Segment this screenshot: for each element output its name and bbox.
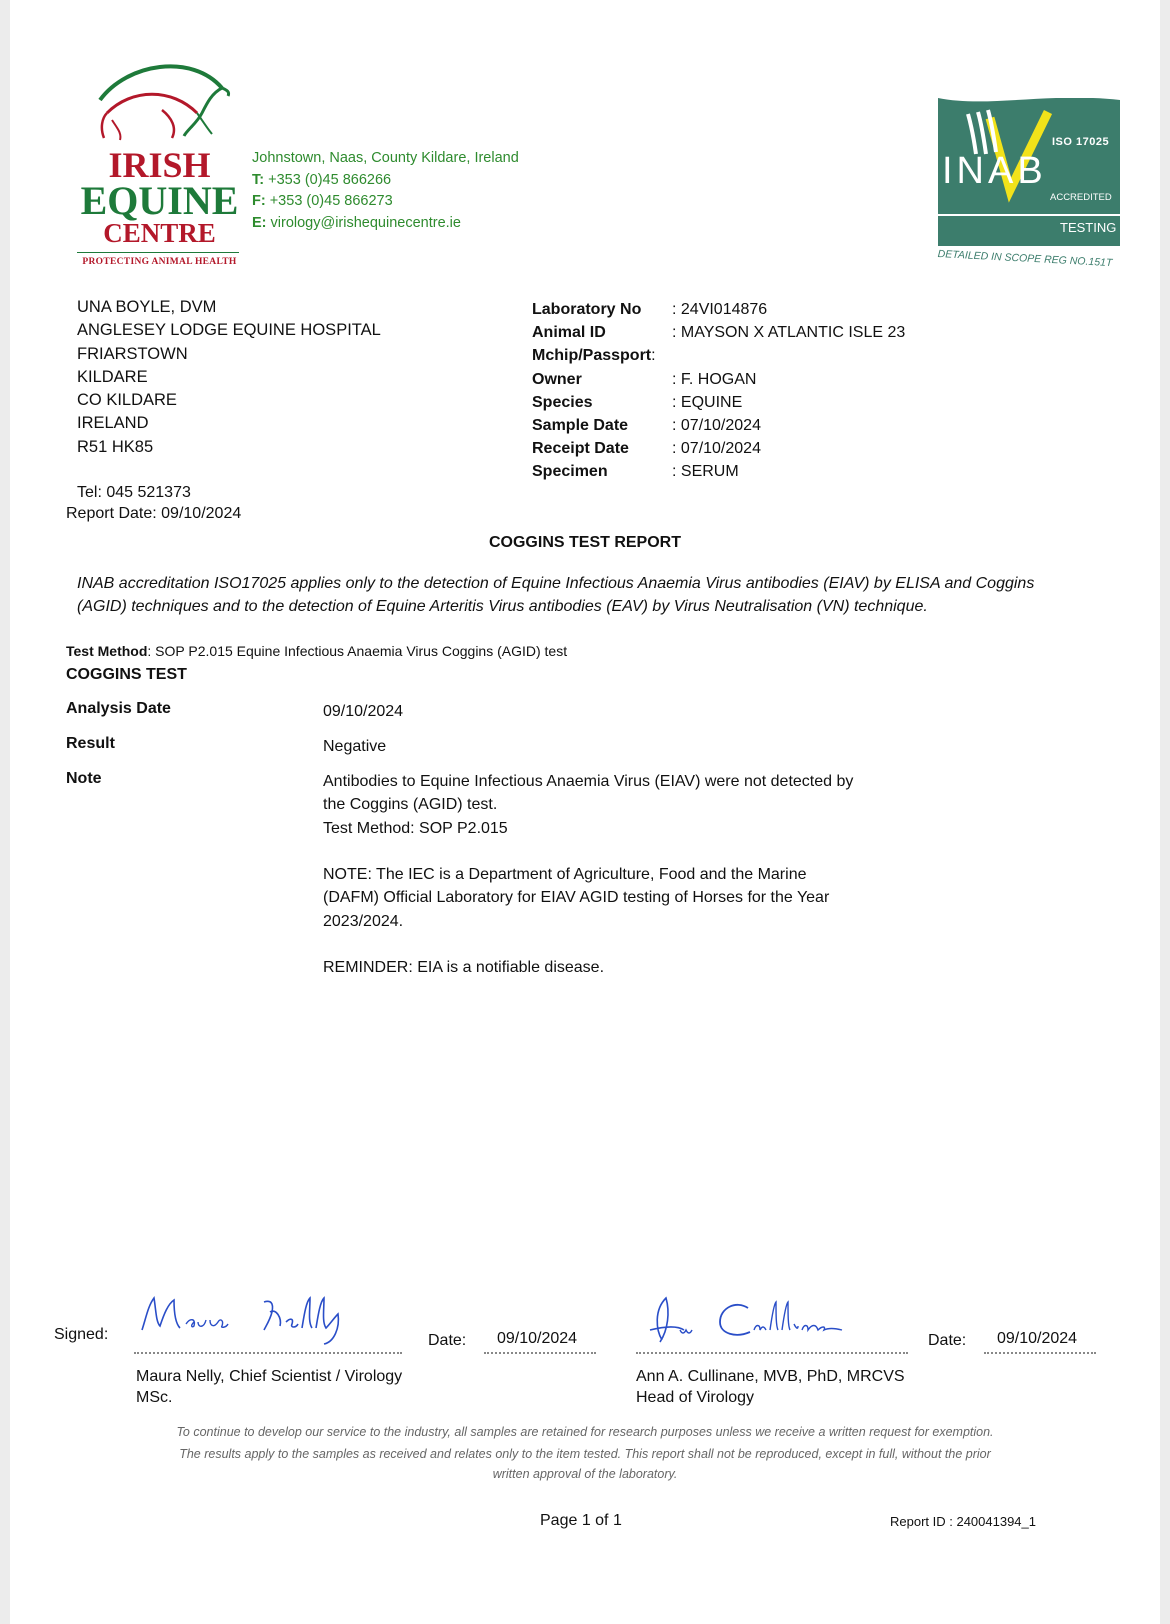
contact-email-row: [252, 213, 519, 235]
note-line: Test Method: SOP P2.015: [323, 819, 508, 837]
date-label-right: Date:: [928, 1332, 967, 1349]
report-id: Report ID : 240041394_1: [890, 1514, 1036, 1529]
note-text: [323, 770, 923, 980]
detail-label: Owner: [532, 370, 582, 388]
detail-row: [532, 368, 905, 391]
analysis-date-value: 09/10/2024: [323, 703, 404, 720]
logo-line-centre: CENTRE: [103, 218, 216, 248]
signatory-left: [136, 1366, 402, 1408]
detail-row: [532, 437, 905, 460]
inab-standard: ISO 17025: [1052, 136, 1110, 148]
signatory-right: [636, 1366, 905, 1408]
contact-phone-row: [252, 170, 519, 192]
logo-tagline: PROTECTING ANIMAL HEALTH: [82, 257, 237, 267]
detail-row: [532, 298, 905, 321]
report-title: COGGINS TEST REPORT: [488, 534, 681, 551]
signatory-left-qualification: MSc.: [136, 1389, 173, 1406]
note-line: Antibodies to Equine Infectious Anaemia Virus (EIAV) were not detected by: [323, 773, 854, 790]
date-label-left: Date:: [428, 1332, 467, 1349]
note-line: 2023/2024.: [323, 912, 404, 930]
detail-row: [532, 391, 905, 414]
recipient-address: [77, 296, 381, 459]
horse-logo-icon: [72, 58, 247, 148]
accreditation-disclaimer: INAB accreditation ISO17025 applies only to the detection of Equine Infectious Anaemia Virus antibodies (EIAV) by ELISA and Coggins (AGID) techniques and to the detection of Equine Arteritis Virus antibodies (EAV) by Virus Neutralisation (VN) technique.: [77, 575, 1035, 616]
address-line: ANGLESEY LODGE EQUINE HOSPITAL: [77, 321, 381, 340]
detail-label: Mchip/Passport: [532, 347, 652, 365]
detail-value: : 24VI014876: [672, 301, 768, 318]
detail-row: [532, 414, 905, 437]
recipient-tel: Tel: 045 521373: [77, 484, 191, 501]
signature-line-right: [636, 1352, 908, 1354]
note-line: NOTE: The IEC is a Department of Agriculture, Food and the Marine: [323, 866, 807, 884]
date-line-left: [484, 1352, 596, 1354]
note-label: Note: [66, 770, 102, 787]
note-line: REMINDER: EIA is a notifiable disease.: [323, 959, 605, 977]
footer-approval-notice: written approval of the laboratory.: [492, 1467, 678, 1481]
result-value: Negative: [323, 738, 387, 755]
contact-phone: +353 (0)45 866266: [268, 171, 392, 188]
contact-fax: +353 (0)45 866273: [269, 193, 393, 209]
report-page: [10, 0, 1160, 1624]
address-line: KILDARE: [77, 367, 148, 386]
contact-fax-row: [252, 191, 519, 213]
detail-label: Specimen: [532, 463, 608, 481]
detail-value: : EQUINE: [672, 393, 743, 411]
inab-scope: DETAILED IN SCOPE REG NO.151T: [937, 248, 1113, 270]
section-title: COGGINS TEST: [66, 666, 187, 683]
detail-value: : SERUM: [672, 463, 739, 481]
date-value-right: 09/10/2024: [997, 1330, 1078, 1347]
inab-accredited: ACCREDITED: [1050, 192, 1112, 203]
note-line: [323, 933, 923, 956]
analysis-date-label: Analysis Date: [66, 700, 171, 717]
signatory-right-name: Ann A. Cullinane, MVB, PhD, MRCVS: [636, 1368, 905, 1385]
detail-label: Sample Date: [532, 417, 629, 435]
phone-label: T:: [252, 171, 265, 188]
fax-label: F:: [252, 193, 266, 209]
detail-row: [532, 460, 905, 483]
inab-accreditation-badge: [928, 98, 1128, 270]
inab-brand: INAB: [942, 150, 1047, 192]
inab-testing: TESTING: [1060, 220, 1117, 235]
address-line: FRIARSTOWN: [77, 344, 188, 363]
detail-value: : 07/10/2024: [672, 440, 761, 458]
signature-ann-cullinane: [636, 1290, 866, 1360]
signature-maura-nelly: [134, 1288, 364, 1348]
signatory-right-title: Head of Virology: [636, 1389, 754, 1406]
contact-address: Johnstown, Naas, County Kildare, Ireland: [252, 150, 519, 166]
page-number: Page 1 of 1: [540, 1512, 622, 1529]
logo-line-irish: IRISH: [108, 145, 211, 185]
email-label: E:: [252, 214, 267, 231]
logo-line-equine: EQUINE: [80, 178, 239, 223]
detail-value: : 07/10/2024: [672, 417, 761, 435]
report-date: Report Date: 09/10/2024: [66, 505, 242, 522]
detail-value: :: [651, 347, 656, 365]
address-line: CO KILDARE: [77, 391, 177, 410]
detail-row: [532, 344, 905, 367]
signatory-left-name: Maura Nelly, Chief Scientist / Virology: [136, 1368, 403, 1385]
date-value-left: 09/10/2024: [497, 1330, 578, 1347]
result-label: Result: [66, 735, 115, 752]
sample-details: [532, 298, 905, 484]
footer-results-notice: The results apply to the samples as received and relates only to the item tested. This report shall not be reproduced, except in full, without the prior: [179, 1447, 991, 1461]
detail-row: [532, 321, 905, 344]
note-line: the Coggins (AGID) test.: [323, 796, 498, 814]
detail-label: Laboratory No: [532, 301, 642, 318]
detail-value: : MAYSON X ATLANTIC ISLE 23: [672, 324, 906, 342]
detail-label: Receipt Date: [532, 440, 629, 458]
contact-email: virology@irishequinecentre.ie: [270, 214, 461, 231]
test-method-value: : SOP P2.015 Equine Infectious Anaemia Virus Coggins (AGID) test: [147, 643, 568, 659]
test-method: [66, 643, 567, 659]
address-line: UNA BOYLE, DVM: [77, 298, 217, 316]
logo-rule: [77, 252, 239, 253]
signature-line-left: [134, 1352, 402, 1354]
address-line: R51 HK85: [77, 437, 154, 456]
footer-retention-notice: To continue to develop our service to the industry, all samples are retained for research purposes unless we receive a written request for exemption.: [176, 1425, 994, 1439]
detail-label: Animal ID: [532, 324, 606, 342]
detail-label: Species: [532, 393, 593, 411]
address-line: IRELAND: [77, 414, 149, 433]
contact-block: [252, 148, 519, 234]
date-line-right: [984, 1352, 1096, 1354]
signed-label: Signed:: [54, 1326, 109, 1343]
irish-equine-centre-logo: [72, 58, 247, 280]
test-method-label: Test Method: [66, 643, 148, 659]
note-line: (DAFM) Official Laboratory for EIAV AGID testing of Horses for the Year: [323, 889, 830, 907]
detail-value: : F. HOGAN: [672, 370, 757, 388]
note-line: [323, 840, 923, 863]
